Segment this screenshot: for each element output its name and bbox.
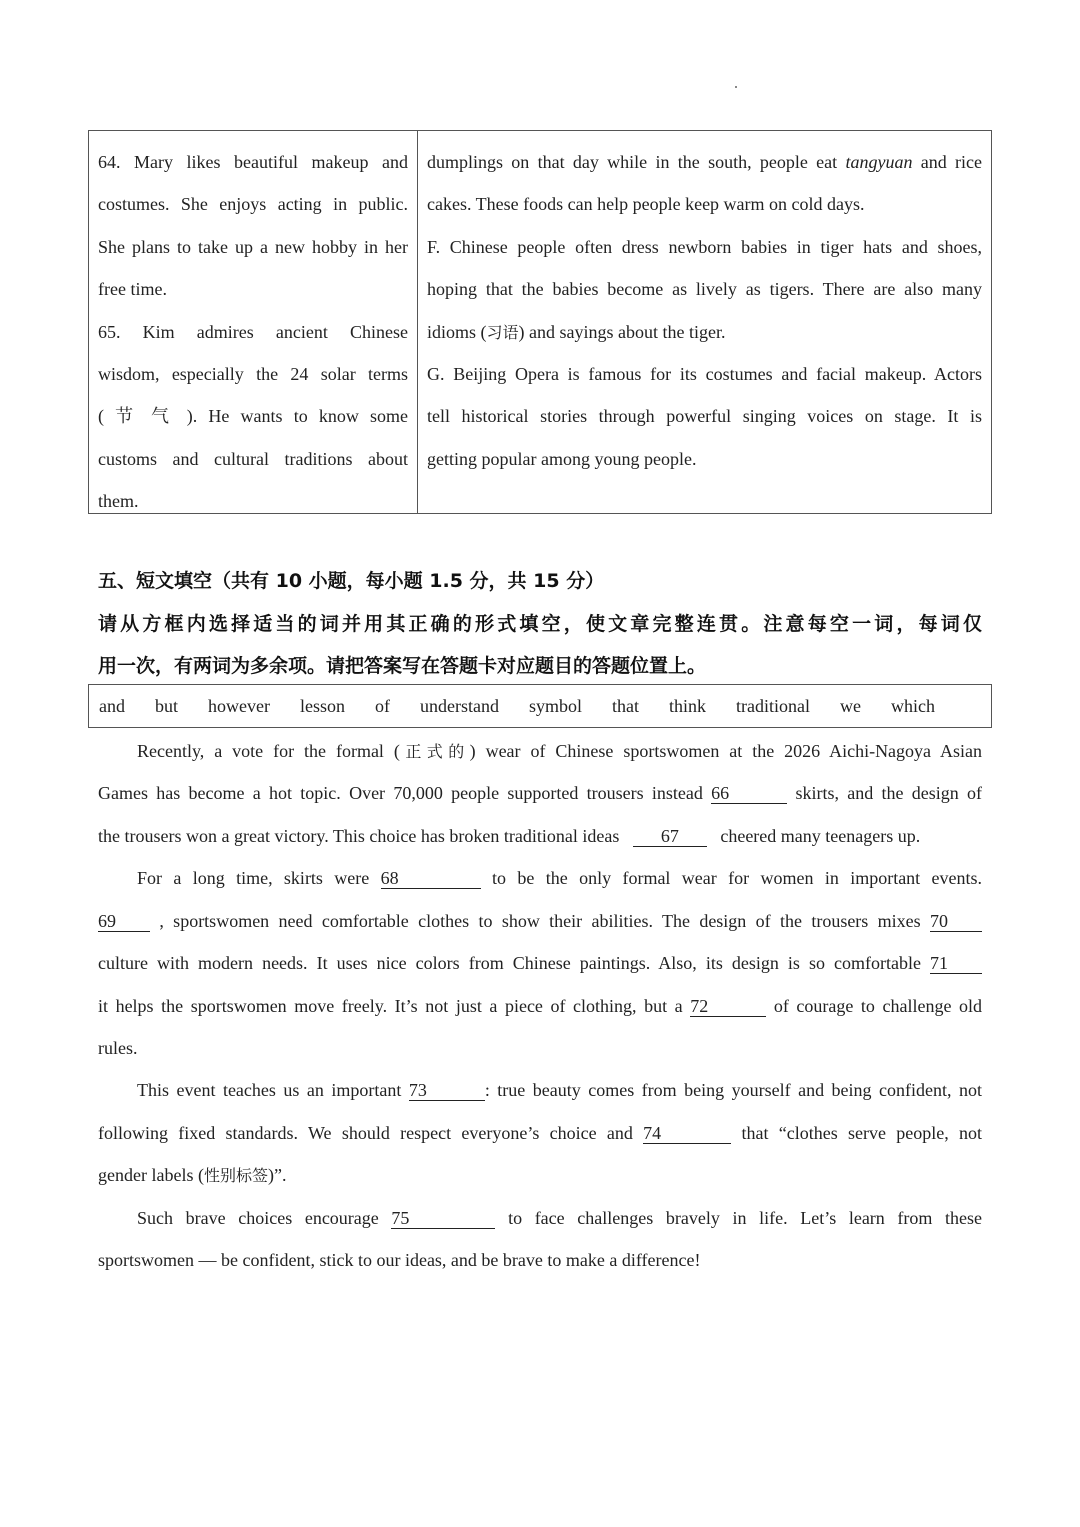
- passage-line: [98, 781, 982, 805]
- passage-line: [137, 1206, 982, 1230]
- text-segment: idioms (: [427, 321, 487, 342]
- text-segment: of courage to challenge old: [773, 996, 983, 1016]
- blank-73[interactable]: 73: [409, 1080, 485, 1101]
- table-left-line: ( 节 气 ). He wants to know some: [98, 406, 408, 427]
- text-segment: For a long time, skirts were: [137, 868, 370, 888]
- table-right-line: hoping that the babies become as lively as tigers. There are also many: [427, 279, 982, 300]
- instruction-line: 用一次，有两词为多余项。请把答案写在答题卡对应题目的答题位置上。: [98, 655, 707, 677]
- blank-75[interactable]: 75: [391, 1208, 495, 1229]
- passage-line: [137, 739, 982, 764]
- passage-line: [98, 951, 982, 975]
- text-segment: to be the only formal wear for women in important events.: [492, 868, 983, 888]
- word-option: however: [208, 695, 270, 716]
- text-segment: culture with modern needs. It uses nice colors from Chinese paintings. Also, its design is so comfortable: [98, 953, 921, 973]
- text-segment: )”.: [267, 1165, 287, 1185]
- table-right-line: getting popular among young people.: [427, 448, 697, 469]
- text-segment: skirts, and the design of: [795, 783, 983, 803]
- word-box: [88, 684, 992, 728]
- word-option: lesson: [300, 695, 345, 716]
- word-option: but: [155, 695, 179, 716]
- word-option: traditional: [736, 695, 810, 716]
- table-left-line: customs and cultural traditions about: [98, 448, 408, 469]
- text-segment: Recently, a vote for the formal (: [137, 741, 400, 761]
- table-left-line: wisdom, especially the 24 solar terms: [98, 363, 408, 384]
- page-dot: [735, 86, 737, 88]
- passage-line: [98, 994, 982, 1018]
- passage-line: rules.: [98, 1038, 138, 1058]
- table-left-line: She plans to take up a new hobby in her: [98, 236, 408, 257]
- passage-line: [98, 1121, 982, 1145]
- passage-line: [137, 1078, 982, 1102]
- text-segment: Such brave choices encourage: [137, 1208, 379, 1228]
- text-segment: : true beauty comes from being yourself and being confident, not: [484, 1080, 982, 1100]
- blank-68[interactable]: 68: [381, 868, 481, 889]
- table-right-column: [418, 131, 991, 513]
- table-right-line: [427, 311, 982, 353]
- table-left-line: 64. Mary likes beautiful makeup and: [98, 152, 408, 172]
- passage-line: [98, 909, 982, 933]
- text-segment: dumplings on that day while in the south, people eat: [427, 152, 838, 172]
- passage-line: [98, 824, 982, 848]
- matching-table: [88, 130, 992, 514]
- italic-word: tangyuan: [845, 152, 913, 172]
- table-right-line: G. Beijing Opera is famous for its costumes and facial makeup. Actors: [427, 363, 982, 384]
- text-segment: , sportswomen need comfortable clothes to show their abilities. The design of the trousers mixes: [159, 911, 921, 931]
- passage-line: [98, 1163, 982, 1188]
- table-left-line: 65. Kim admires ancient Chinese: [98, 321, 408, 342]
- word-option: symbol: [528, 695, 582, 716]
- blank-70[interactable]: 70: [930, 911, 982, 932]
- word-option: we: [840, 695, 861, 716]
- table-right-line: tell historical stories through powerful singing voices on stage. It is: [427, 406, 982, 427]
- word-option: and: [99, 695, 125, 716]
- passage-line: [137, 866, 982, 890]
- word-option: that: [612, 695, 639, 716]
- text-segment: and rice: [920, 152, 983, 172]
- word-option: think: [669, 695, 707, 716]
- table-right-line: [427, 141, 982, 183]
- word-option: understand: [420, 695, 499, 716]
- text-segment: gender labels (: [98, 1165, 204, 1185]
- text-segment: ) and sayings about the tiger.: [518, 321, 726, 342]
- text-segment: that “clothes serve people, not: [741, 1123, 983, 1143]
- table-left-line: free time.: [98, 279, 167, 300]
- blank-69[interactable]: 69: [98, 911, 150, 932]
- text-segment: to face challenges bravely in life. Let’s learn from these: [508, 1208, 983, 1228]
- section-heading: 五、短文填空（共有 10 小题，每小题 1.5 分，共 15 分）: [98, 570, 605, 592]
- table-left-line: them.: [98, 491, 139, 512]
- table-left-column: [89, 131, 418, 513]
- blank-71[interactable]: 71: [930, 953, 982, 974]
- text-segment: following fixed standards. We should respect everyone’s choice and: [98, 1123, 633, 1143]
- table-left-line: costumes. She enjoys acting in public.: [98, 194, 408, 215]
- text-segment: This event teaches us an important: [137, 1080, 402, 1100]
- blank-74[interactable]: 74: [643, 1123, 731, 1144]
- text-segment: Games has become a hot topic. Over 70,000 people supported trousers instead: [98, 783, 703, 803]
- instruction-line: 请从方框内选择适当的词并用其正确的形式填空，使文章完整连贯。注意每空一词，每词仅: [98, 613, 982, 635]
- blank-67[interactable]: 67: [633, 826, 707, 847]
- word-option: which: [891, 695, 935, 716]
- table-right-line: cakes. These foods can help people keep warm on cold days.: [427, 194, 865, 215]
- passage-line: sportswomen — be confident, stick to our ideas, and be brave to make a difference!: [98, 1250, 701, 1270]
- cjk-text: 习语: [486, 322, 519, 342]
- cjk-text: 正式的: [399, 742, 470, 761]
- text-segment: cheered many teenagers up.: [720, 826, 921, 846]
- text-segment: the trousers won a great victory. This choice has broken traditional ideas: [98, 826, 620, 846]
- table-right-line: F. Chinese people often dress newborn babies in tiger hats and shoes,: [427, 236, 982, 257]
- word-option: of: [375, 695, 390, 716]
- text-segment: it helps the sportswomen move freely. It’s not just a piece of clothing, but a: [98, 996, 683, 1016]
- text-segment: ) wear of Chinese sportswomen at the 2026 Aichi-Nagoya Asian: [469, 741, 982, 761]
- blank-72[interactable]: 72: [690, 996, 766, 1017]
- cjk-text: 性别标签: [203, 1166, 268, 1185]
- blank-66[interactable]: 66: [711, 783, 787, 804]
